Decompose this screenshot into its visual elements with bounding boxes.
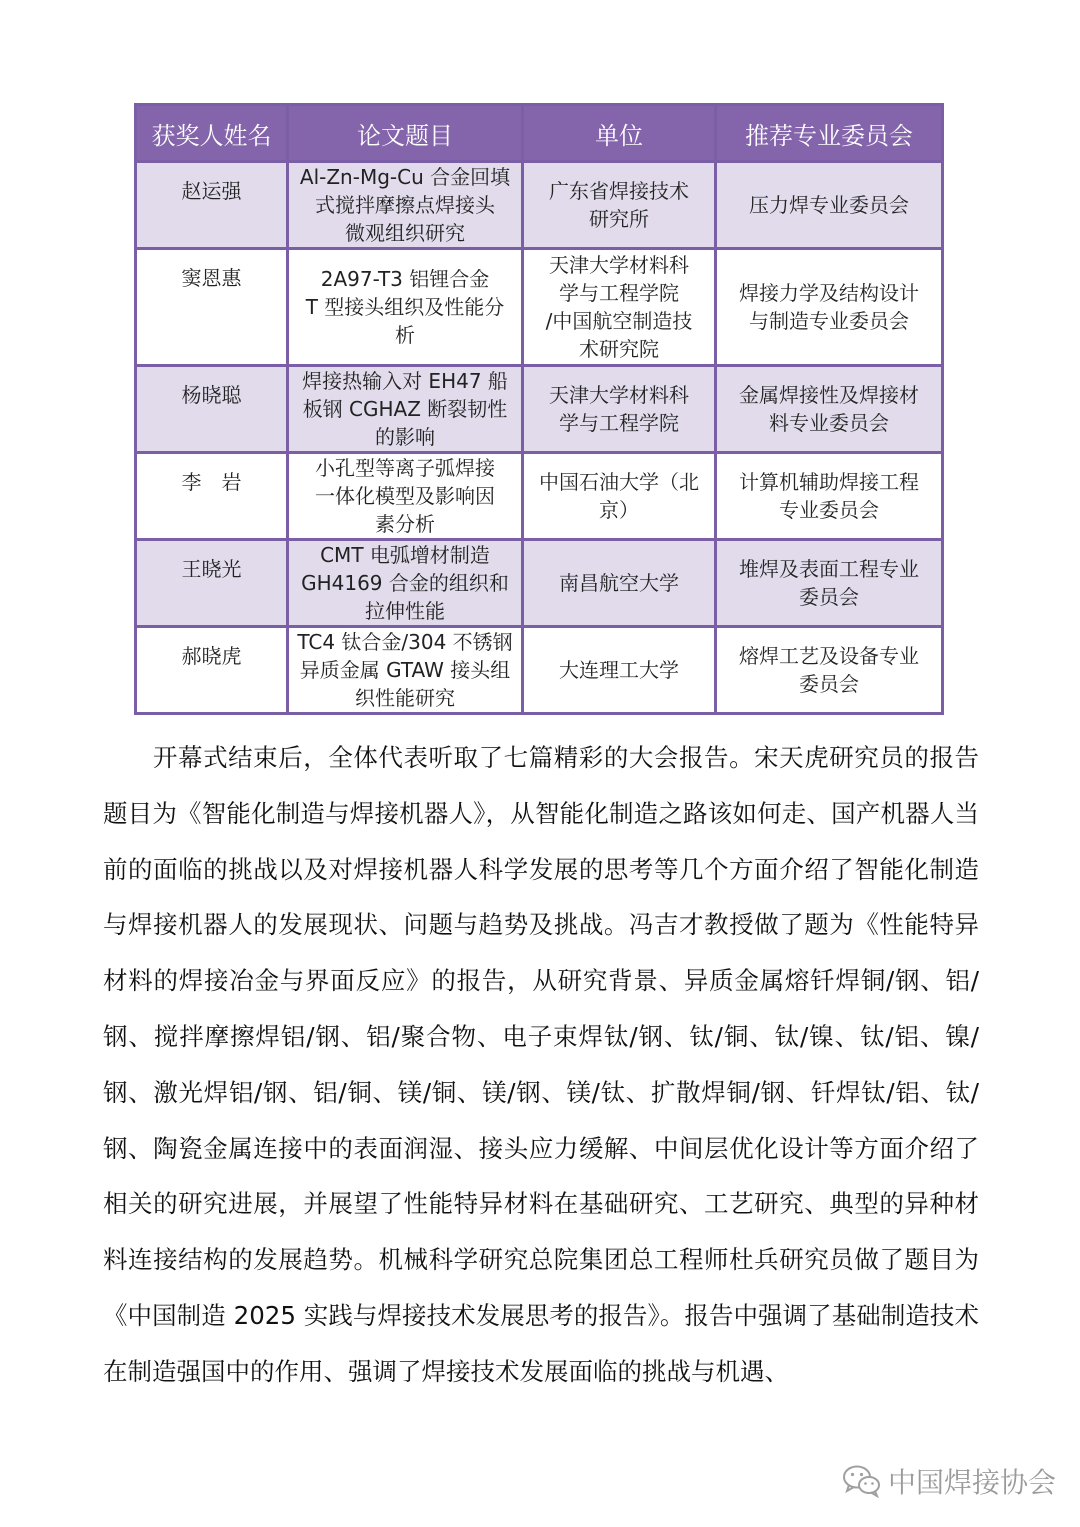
cell-unit: 南昌航空大学 (523, 540, 716, 627)
cell-title: 焊接热输入对 EH47 船 板钢 CGHAZ 断裂韧性 的影响 (288, 366, 523, 453)
cell-committee: 堆焊及表面工程专业 委员会 (716, 540, 943, 627)
body-paragraph: 开幕式结束后，全体代表听取了七篇精彩的大会报告。宋天虎研究员的报告题目为《智能化制造与焊接机器人》，从智能化制造之路该如何走、国产机器人当前的面临的挑战以及对焊接机器人科学发展的思考等几个方面介绍了智能化制造与焊接机器人的发展现状、问题与趋势及挑战。冯吉才教授做了题为《性能特异材料的焊接冶金与界面反应》的报告，从研究背景、异质金属熔钎焊铜/钢、铝/钢、搅拌摩擦焊铝/钢、铝/聚合物、电子束焊钛/钢、钛/铜、钛/镍、钛/铝、镍/钢、激光焊铝/钢、铝/铜、镁/铜、镁/钢、镁/钛、扩散焊铜/钢、钎焊钛/铝、钛/钢、陶瓷金属连接中的表面润湿、接头应力缓解、中间层优化设计等方面介绍了相关的研究进展，并展望了性能特异材料在基础研究、工艺研究、典型的异种材料连接结构的发展趋势。机械科学研究总院集团总工程师杜兵研究员做了题目为《中国制造 2025 实践与焊接技术发展思考的报告》。报告中强调了基础制造技术在制造强国中的作用、强调了焊接技术发展面临的挑战与机遇、 (103, 743, 979, 1386)
cell-unit: 中国石油大学（北 京） (523, 453, 716, 540)
table-row (136, 162, 943, 249)
header-title: 论文题目 (288, 105, 523, 162)
cell-unit: 大连理工大学 (523, 627, 716, 714)
cell-unit: 天津大学材料科 学与工程学院 /中国航空制造技 术研究院 (523, 249, 716, 366)
award-table (134, 103, 944, 715)
cell-name: 赵运强 (136, 162, 288, 249)
header-name: 获奖人姓名 (136, 105, 288, 162)
table-header-row (136, 105, 943, 162)
cell-committee: 计算机辅助焊接工程 专业委员会 (716, 453, 943, 540)
watermark-text: 中国焊接协会 (888, 1466, 1057, 1499)
watermark (842, 1463, 1056, 1499)
table-row (136, 249, 943, 366)
table-row (136, 453, 943, 540)
cell-title: 小孔型等离子弧焊接 一体化模型及影响因 素分析 (288, 453, 523, 540)
table-row (136, 540, 943, 627)
cell-committee: 压力焊专业委员会 (716, 162, 943, 249)
cell-title: CMT 电弧增材制造 GH4169 合金的组织和 拉伸性能 (288, 540, 523, 627)
table-row (136, 627, 943, 714)
cell-name: 窦恩惠 (136, 249, 288, 366)
cell-committee: 金属焊接性及焊接材 料专业委员会 (716, 366, 943, 453)
cell-title: Al-Zn-Mg-Cu 合金回填 式搅拌摩擦点焊接头 微观组织研究 (288, 162, 523, 249)
cell-unit: 天津大学材料科 学与工程学院 (523, 366, 716, 453)
header-committee: 推荐专业委员会 (716, 105, 943, 162)
cell-committee: 焊接力学及结构设计 与制造专业委员会 (716, 249, 943, 366)
wechat-icon (842, 1464, 882, 1498)
cell-unit: 广东省焊接技术 研究所 (523, 162, 716, 249)
table-row (136, 366, 943, 453)
cell-title: TC4 钛合金/304 不锈钢 异质金属 GTAW 接头组 织性能研究 (288, 627, 523, 714)
cell-name: 王晓光 (136, 540, 288, 627)
cell-name: 郝晓虎 (136, 627, 288, 714)
cell-name: 杨晓聪 (136, 366, 288, 453)
header-unit: 单位 (523, 105, 716, 162)
cell-committee: 熔焊工艺及设备专业 委员会 (716, 627, 943, 714)
cell-title: 2A97-T3 铝锂合金 T 型接头组织及性能分 析 (288, 249, 523, 366)
cell-name: 李 岩 (136, 453, 288, 540)
